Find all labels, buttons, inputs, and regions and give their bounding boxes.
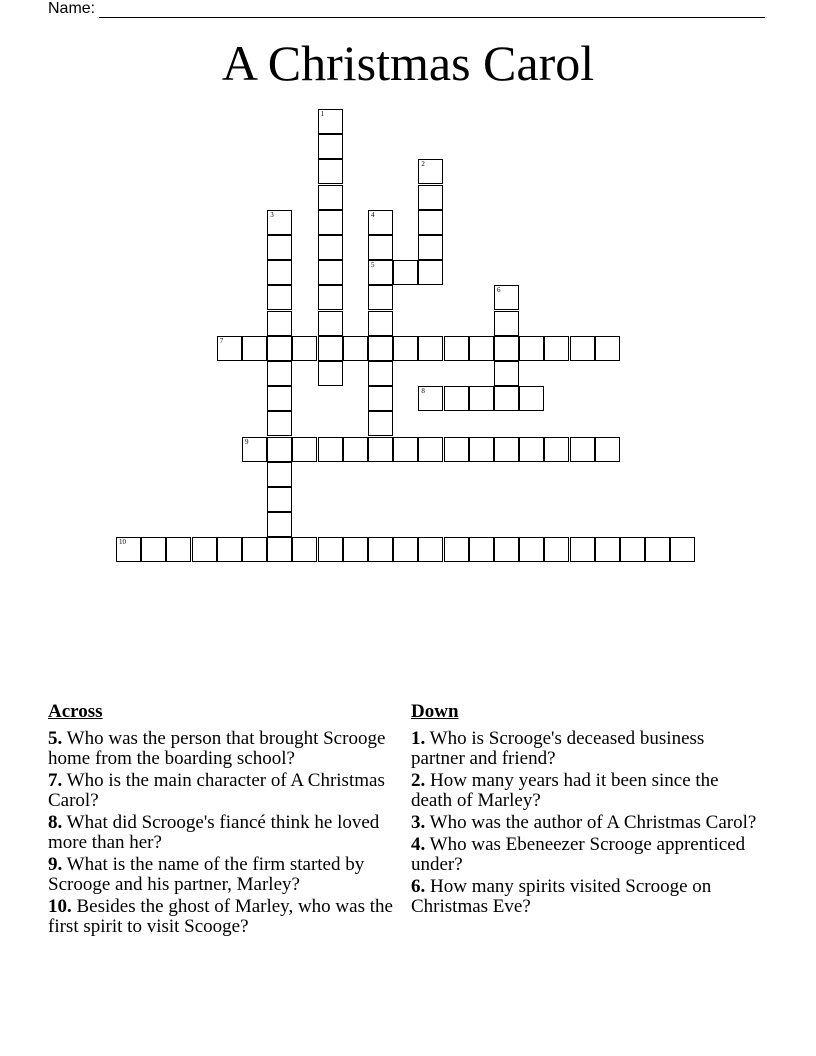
grid-cell[interactable] [267, 235, 292, 260]
clue-down-2 [411, 771, 761, 811]
cell-number: 5 [371, 261, 375, 270]
cell-number: 6 [497, 286, 501, 295]
clue-across-10 [48, 897, 408, 937]
grid-cell[interactable] [267, 361, 292, 386]
grid-cell[interactable] [494, 537, 519, 562]
clue-down-6 [411, 877, 761, 917]
grid-cell[interactable] [318, 336, 343, 361]
grid-cell[interactable] [318, 285, 343, 310]
across-heading: Across [48, 701, 103, 722]
grid-cell[interactable] [570, 437, 595, 462]
grid-cell[interactable] [318, 134, 343, 159]
clue-number: 10. [48, 896, 72, 917]
clue-text: Who is Scrooge's deceased business partner and friend? [411, 728, 705, 769]
grid-cell[interactable] [292, 336, 317, 361]
grid-cell[interactable] [267, 386, 292, 411]
clue-across-7 [48, 771, 408, 811]
clue-number: 6. [411, 876, 426, 897]
clue-text: What is the name of the firm started by Scrooge and his partner, Marley? [48, 854, 365, 895]
clue-text: Who was Ebeneezer Scrooge apprenticed under? [411, 834, 746, 875]
across-clue-list [48, 729, 408, 937]
grid-cell[interactable] [368, 411, 393, 436]
grid-cell[interactable] [267, 210, 292, 235]
grid-cell[interactable] [242, 537, 267, 562]
grid-cell[interactable] [242, 437, 267, 462]
grid-cell[interactable] [444, 336, 469, 361]
grid-cell[interactable] [343, 437, 368, 462]
clue-number: 2. [411, 770, 426, 791]
grid-cell[interactable] [469, 386, 494, 411]
clue-number: 3. [411, 812, 426, 833]
cell-number: 9 [245, 437, 249, 446]
grid-cell[interactable] [418, 210, 443, 235]
grid-cell[interactable] [318, 185, 343, 210]
grid-cell[interactable] [519, 336, 544, 361]
grid-cell[interactable] [595, 336, 620, 361]
grid-cell[interactable] [544, 437, 569, 462]
grid-cell[interactable] [494, 437, 519, 462]
grid-cell[interactable] [645, 537, 670, 562]
grid-cell[interactable] [318, 260, 343, 285]
cell-number: 8 [421, 387, 425, 396]
grid-cell[interactable] [292, 537, 317, 562]
grid-cell[interactable] [444, 437, 469, 462]
grid-cell[interactable] [544, 537, 569, 562]
clue-number: 1. [411, 728, 426, 749]
grid-cell[interactable] [368, 260, 393, 285]
name-label: Name: [48, 0, 96, 17]
grid-cell[interactable] [418, 185, 443, 210]
grid-cell[interactable] [267, 462, 292, 487]
grid-cell[interactable] [444, 537, 469, 562]
clue-number: 4. [411, 834, 426, 855]
clue-number: 7. [48, 770, 63, 791]
grid-cell[interactable] [670, 537, 695, 562]
grid-cell[interactable] [494, 386, 519, 411]
grid-cell[interactable] [494, 361, 519, 386]
grid-cell[interactable] [192, 537, 217, 562]
clue-across-5 [48, 729, 408, 769]
grid-cell[interactable] [368, 386, 393, 411]
clue-text: What did Scrooge's fiancé think he loved more than her? [48, 812, 380, 853]
grid-cell[interactable] [267, 411, 292, 436]
grid-cell[interactable] [519, 386, 544, 411]
grid-cell[interactable] [469, 537, 494, 562]
grid-cell[interactable] [318, 210, 343, 235]
clue-down-4 [411, 835, 761, 875]
grid-cell[interactable] [267, 285, 292, 310]
grid-cell[interactable] [368, 336, 393, 361]
grid-cell[interactable] [418, 537, 443, 562]
grid-cell[interactable] [494, 336, 519, 361]
grid-cell[interactable] [368, 537, 393, 562]
grid-cell[interactable] [318, 361, 343, 386]
grid-cell[interactable] [418, 336, 443, 361]
grid-cell[interactable] [544, 336, 569, 361]
grid-cell[interactable] [318, 159, 343, 184]
grid-cell[interactable] [469, 437, 494, 462]
clue-down-3 [411, 813, 761, 833]
across-clues [48, 702, 408, 939]
grid-cell[interactable] [318, 235, 343, 260]
clue-text: How many spirits visited Scrooge on Christmas Eve? [411, 876, 712, 917]
grid-cell[interactable] [393, 437, 418, 462]
grid-cell[interactable] [595, 537, 620, 562]
grid-cell[interactable] [267, 437, 292, 462]
grid-cell[interactable] [318, 537, 343, 562]
grid-cell[interactable] [217, 336, 242, 361]
grid-cell[interactable] [267, 311, 292, 336]
grid-cell[interactable] [418, 159, 443, 184]
grid-cell[interactable] [368, 235, 393, 260]
grid-cell[interactable] [292, 437, 317, 462]
grid-cell[interactable] [217, 537, 242, 562]
grid-cell[interactable] [368, 361, 393, 386]
down-clue-list [411, 729, 761, 917]
clue-number: 5. [48, 728, 63, 749]
clue-number: 9. [48, 854, 63, 875]
cell-number: 2 [421, 160, 425, 169]
grid-cell[interactable] [267, 487, 292, 512]
grid-cell[interactable] [444, 386, 469, 411]
puzzle-title: A Christmas Carol [221, 35, 595, 91]
grid-cell[interactable] [267, 537, 292, 562]
grid-cell[interactable] [141, 537, 166, 562]
cell-number: 7 [219, 336, 224, 345]
clue-text: Who was the person that brought Scrooge home from the boarding school? [48, 728, 386, 769]
grid-cell[interactable] [469, 336, 494, 361]
down-heading: Down [411, 701, 459, 722]
clue-text: Besides the ghost of Marley, who was the first spirit to visit Scooge? [48, 896, 393, 937]
grid-cell[interactable] [267, 260, 292, 285]
grid-cell[interactable] [418, 260, 443, 285]
grid-cell[interactable] [570, 537, 595, 562]
grid-cell[interactable] [393, 537, 418, 562]
grid-cell[interactable] [343, 537, 368, 562]
clue-across-9 [48, 855, 408, 895]
grid-cell[interactable] [343, 336, 368, 361]
clue-text: How many years had it been since the death of Marley? [411, 770, 719, 811]
grid-cell[interactable] [418, 235, 443, 260]
grid-cell[interactable] [418, 386, 443, 411]
down-clues [411, 702, 761, 919]
cell-number: 1 [320, 110, 325, 118]
grid-cell[interactable] [368, 311, 393, 336]
cell-number: 3 [270, 210, 274, 219]
grid-cell[interactable] [368, 437, 393, 462]
clue-number: 8. [48, 812, 63, 833]
clue-text: Who was the author of A Christmas Carol? [429, 812, 757, 833]
grid-cell[interactable] [393, 260, 418, 285]
clue-down-1 [411, 729, 761, 769]
cell-number: 10 [119, 538, 126, 547]
grid-cell[interactable] [418, 437, 443, 462]
clue-text: Who is the main character of A Christmas Carol? [48, 770, 385, 811]
grid-cell[interactable] [267, 512, 292, 537]
clue-across-8 [48, 813, 408, 853]
grid-cell[interactable] [242, 336, 267, 361]
grid-cell[interactable] [368, 285, 393, 310]
grid-cell[interactable] [393, 336, 418, 361]
cell-number: 4 [371, 210, 375, 219]
grid-cell[interactable] [368, 210, 393, 235]
grid-cell[interactable] [494, 285, 519, 310]
grid-cell[interactable] [519, 537, 544, 562]
grid-cell[interactable] [267, 336, 292, 361]
grid-cell[interactable] [595, 437, 620, 462]
grid-cell[interactable] [166, 537, 191, 562]
grid-cell[interactable] [318, 437, 343, 462]
grid-cell[interactable] [318, 311, 343, 336]
grid-cell[interactable] [519, 437, 544, 462]
grid-cell[interactable] [570, 336, 595, 361]
grid-cell[interactable] [494, 311, 519, 336]
grid-cell[interactable] [620, 537, 645, 562]
grid-cell[interactable] [116, 537, 141, 562]
grid-cell[interactable] [318, 109, 343, 134]
